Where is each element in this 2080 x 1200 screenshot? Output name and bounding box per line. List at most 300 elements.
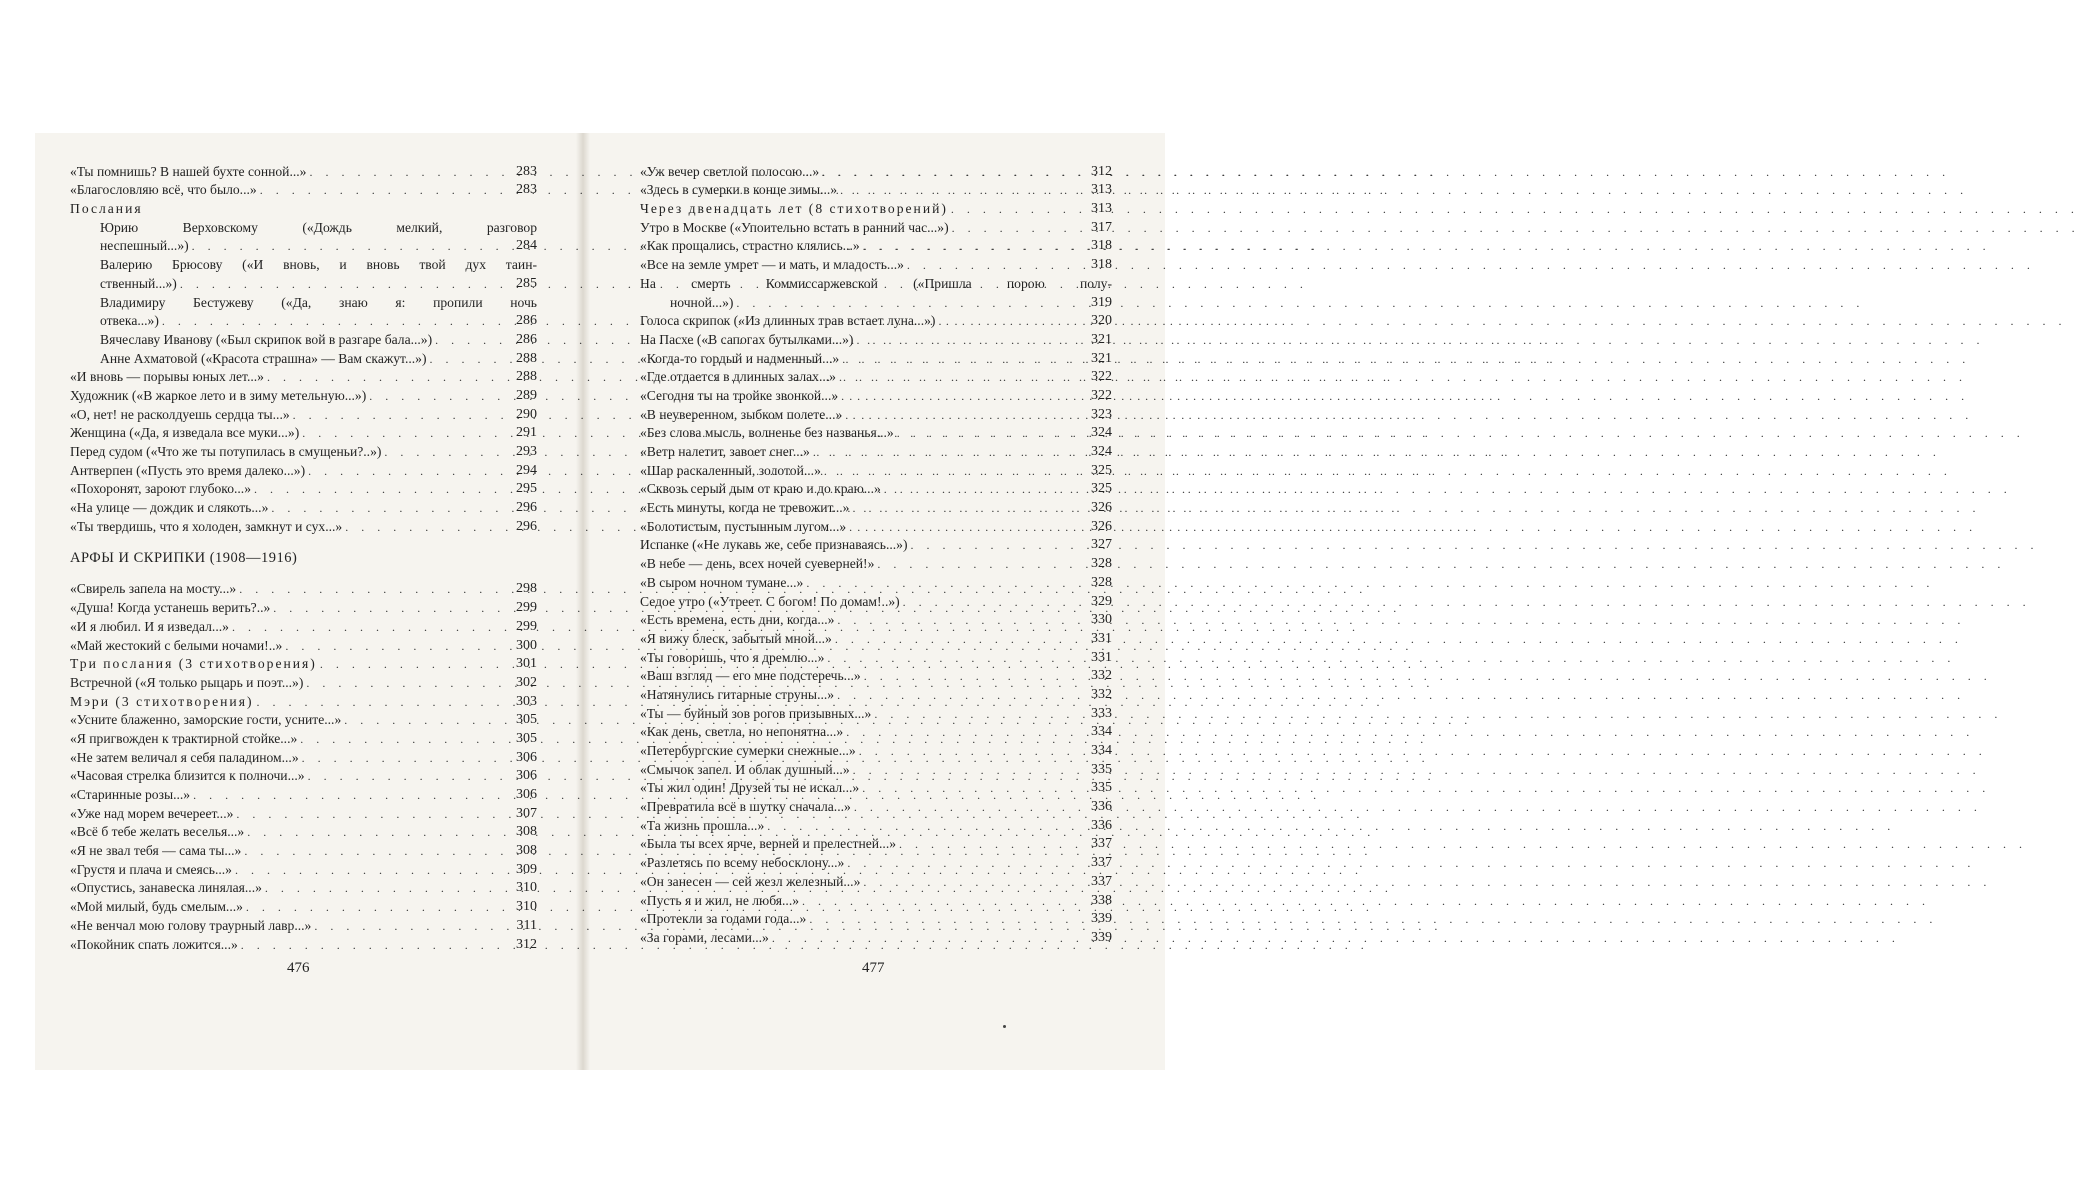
dot-leader (308, 462, 506, 480)
toc-entry (640, 928, 1112, 947)
toc-entry-page: 318 (1091, 238, 1112, 254)
toc-entry-title: «Ветр налетит, завоет снег...» (640, 444, 810, 459)
toc-entry-title: Юрию Верховскому («Дождь мелкий, разговор (100, 219, 537, 235)
toc-entry (640, 872, 1112, 891)
dot-leader (772, 929, 1081, 947)
toc-entry-page: 303 (516, 693, 537, 709)
toc-entry-page: 310 (516, 880, 537, 896)
toc-entry-page: 337 (1091, 873, 1112, 889)
toc-entry-page: 339 (1091, 911, 1112, 927)
toc-entry (70, 916, 537, 935)
dot-leader (952, 219, 1081, 237)
toc-entry (70, 255, 537, 274)
toc-entry-title: На смерть Коммиссаржевской («Пришла порою полу- (640, 275, 1112, 291)
toc-entry (640, 611, 1112, 630)
toc-entry-page: 318 (1091, 257, 1112, 273)
dot-leader (344, 711, 506, 729)
toc-entry (70, 162, 537, 181)
toc-entry-title: «В сыром ночном тумане...» (640, 574, 804, 590)
toc-entry-page: 339 (1091, 929, 1112, 945)
dot-leader (302, 424, 506, 442)
toc-entry-title: «Ты говоришь, что я дремлю...» (640, 649, 825, 665)
toc-entry-page: 308 (516, 824, 537, 840)
toc-entry-title: «Свирель запела на мосту...» (70, 581, 237, 597)
dot-leader (384, 443, 506, 461)
dot-leader (847, 854, 1081, 872)
toc-entry (640, 181, 1112, 200)
toc-entry-title: Анне Ахматовой («Красота страшна» — Вам скажут...») (100, 350, 427, 366)
toc-entry-page: 325 (1091, 481, 1112, 497)
toc-entry (640, 685, 1112, 704)
dot-leader (345, 518, 506, 536)
dot-leader (285, 637, 506, 655)
toc-entry-page: 300 (516, 637, 537, 653)
toc-entry-title: Антверпен («Пусть это время далеко...») (70, 462, 306, 478)
toc-entry-page: 333 (1091, 705, 1112, 721)
toc-entry (70, 935, 537, 954)
toc-entry (70, 349, 537, 368)
toc-entry-page: 321 (1091, 350, 1112, 366)
toc-entry-page: 305 (516, 730, 537, 746)
toc-entry-continuation (70, 274, 537, 293)
toc-entry (640, 517, 1112, 536)
toc-entry-page: 337 (1091, 855, 1112, 871)
dot-leader (822, 163, 1081, 181)
dot-leader (837, 611, 1081, 629)
dot-leader (874, 705, 1081, 723)
dot-leader (884, 480, 1081, 498)
toc-entry (70, 897, 537, 916)
toc-entry (70, 711, 537, 730)
toc-entry (70, 598, 537, 617)
right-toc-column (640, 162, 1112, 947)
toc-entry-page: 334 (1091, 724, 1112, 740)
toc-entry (640, 162, 1112, 181)
toc-entry-title: Голоса скрипок («Из длинных трав встает луна...») (640, 313, 936, 329)
toc-entry-page: 329 (1091, 593, 1112, 609)
toc-entry (70, 767, 537, 786)
toc-entry (70, 386, 537, 405)
toc-entry-title-continued: ночной...») (670, 294, 734, 310)
toc-entry-title: Встречной («Я только рыцарь и поэт...») (70, 674, 304, 690)
toc-entry-page: 328 (1091, 574, 1112, 590)
toc-entry-title: «В небе — день, всех ночей суеверней!» (640, 556, 875, 572)
toc-entry-title: Художник («В жаркое лето и в зиму метельную...») (70, 387, 367, 403)
dot-leader (846, 723, 1081, 741)
toc-entry-page: 307 (516, 805, 537, 821)
dot-leader (300, 730, 506, 748)
toc-entry-page: 337 (1091, 836, 1112, 852)
toc-entry-title: Послания (70, 201, 143, 217)
toc-entry-page: 336 (1091, 799, 1112, 815)
toc-entry-page: 301 (516, 656, 537, 672)
toc-entry (70, 617, 537, 636)
toc-entry-title: «Есть минуты, когда не тревожит...» (640, 500, 850, 516)
dot-leader (162, 312, 506, 330)
dot-leader (767, 817, 1081, 835)
toc-entry-page: 338 (1091, 892, 1112, 908)
toc-entry (70, 823, 537, 842)
toc-entry (70, 442, 537, 461)
toc-entry-title: «Без слова мысль, волненье без названья...» (640, 425, 894, 441)
toc-entry (640, 797, 1112, 816)
toc-entry-title: «Ты — буйный зов рогов призывных...» (640, 705, 872, 721)
toc-entry-page: 286 (516, 313, 537, 329)
toc-entry-title: «Разлетясь по всему небосклону...» (640, 855, 845, 871)
toc-entry-page: 332 (1091, 686, 1112, 702)
dot-leader (863, 237, 1081, 255)
toc-entry-continuation (70, 237, 537, 256)
dot-leader (435, 331, 506, 349)
toc-entry-title: «Усните блаженно, заморские гости, усните...» (70, 712, 342, 728)
toc-entry-title: «Есть времена, есть дни, когда...» (640, 612, 835, 628)
toc-entry-page: 299 (516, 618, 537, 634)
toc-entry (640, 349, 1112, 368)
toc-entry-page: 335 (1091, 761, 1112, 777)
toc-entry (640, 704, 1112, 723)
toc-entry-page: 323 (1091, 406, 1112, 422)
toc-entry-page: 326 (1091, 500, 1112, 516)
toc-entry (70, 480, 537, 499)
toc-entry-title: «Он занесен — сей жезл железный...» (640, 873, 861, 889)
toc-entry-title: Через двенадцать лет (8 стихотворений) (640, 201, 948, 217)
toc-entry-title: «Была ты всех ярче, верней и прелестней...» (640, 836, 897, 852)
dot-leader (899, 835, 1081, 853)
dot-leader (856, 331, 1081, 349)
dot-leader (853, 761, 1081, 779)
toc-entry-page: 284 (516, 238, 537, 254)
dot-leader (849, 518, 1081, 536)
toc-entry (640, 274, 1112, 293)
print-speck (1003, 1025, 1006, 1028)
toc-entry-title: «Пусть я и жил, не любя...» (640, 892, 800, 908)
toc-entry (70, 636, 537, 655)
toc-entry-title: «Где отдается в длинных залах...» (640, 369, 836, 385)
dot-leader (852, 499, 1081, 517)
toc-entry-title: «Май жестокий с белыми ночами!..» (70, 637, 283, 653)
toc-entry (70, 879, 537, 898)
toc-entry (640, 442, 1112, 461)
toc-entry-page: 305 (516, 712, 537, 728)
right-page-number: 477 (862, 960, 885, 976)
toc-entry-page: 324 (1091, 425, 1112, 441)
toc-entry-page: 311 (516, 917, 537, 933)
toc-entry (640, 237, 1112, 256)
toc-entry-title: «Петербургские сумерки снежные...» (640, 743, 856, 758)
toc-entry-page: 322 (1091, 369, 1112, 385)
toc-entry-continuation (70, 312, 537, 331)
toc-entry-title: «Опустись, занавеска линялая...» (70, 880, 262, 896)
toc-entry (640, 779, 1112, 798)
toc-entry-title-continued: ственный...») (100, 275, 177, 291)
toc-entry-title: «Ты твердишь, что я холоден, замкнут и сух...» (70, 518, 343, 534)
dot-leader (859, 742, 1081, 760)
toc-entry-title: «Уж вечер светлой полосою...» (640, 163, 820, 179)
toc-entry-title: «Сегодня ты на тройке звонкой...» (640, 387, 839, 403)
toc-entry (640, 853, 1112, 872)
toc-entry (640, 536, 1112, 555)
dot-leader (827, 649, 1081, 667)
toc-entry (640, 424, 1112, 443)
dot-leader (862, 779, 1081, 797)
dot-leader (842, 350, 1081, 368)
dot-leader (267, 368, 506, 386)
toc-entry-page: 283 (516, 163, 537, 179)
dot-leader (938, 312, 1081, 330)
toc-entry (640, 480, 1112, 499)
dot-leader (877, 555, 1081, 573)
dot-leader (254, 480, 506, 498)
toc-entry-title: «Я вижу блеск, забытый мной...» (640, 630, 832, 646)
toc-entry-title: «Благословляю всё, что было...» (70, 182, 257, 198)
toc-entry (640, 199, 1112, 218)
toc-entry-title: Седое утро («Утреет. С богом! По домам!..») (640, 593, 900, 609)
toc-entry (640, 312, 1112, 331)
toc-entry (640, 629, 1112, 648)
toc-entry (70, 673, 537, 692)
toc-entry-title: Вячеславу Иванову («Был скрипок вой в разгаре бала...») (100, 331, 433, 347)
toc-entry-page: 331 (1091, 649, 1112, 665)
toc-entry-title: «Старинные розы...» (70, 787, 191, 802)
toc-entry-page: 309 (516, 861, 537, 877)
toc-entry-page: 336 (1091, 817, 1112, 833)
toc-entry-page: 332 (1091, 668, 1112, 684)
toc-entry-page: 326 (1091, 518, 1112, 534)
toc-entry (70, 461, 537, 480)
dot-leader (247, 823, 506, 841)
toc-entry (70, 293, 537, 312)
toc-entry (640, 592, 1112, 611)
toc-entry (640, 330, 1112, 349)
toc-entry-page: 288 (516, 350, 537, 366)
toc-entry (640, 910, 1112, 929)
toc-entry-page: 322 (1091, 387, 1112, 403)
toc-entry (70, 655, 537, 674)
toc-entry (70, 860, 537, 879)
dot-leader (192, 237, 506, 255)
toc-entry (640, 648, 1112, 667)
dot-leader (430, 350, 507, 368)
dot-leader (235, 861, 506, 879)
toc-entry-page: 317 (1091, 219, 1112, 235)
toc-entry-title: «Похоронят, зароют глубоко...» (70, 481, 251, 497)
dot-leader (293, 406, 506, 424)
toc-entry-page: 313 (1091, 182, 1112, 198)
toc-entry-title: «Душа! Когда устанешь верить?..» (70, 600, 271, 616)
toc-entry-title: «Ты жил один! Друзей ты не искал...» (640, 780, 860, 796)
toc-entry-title: «И я любил. И я изведал...» (70, 618, 229, 634)
toc-entry-page: 319 (1091, 294, 1112, 310)
toc-entry-page: 334 (1091, 743, 1112, 758)
toc-entry (640, 368, 1112, 387)
toc-entry-page: 296 (516, 518, 537, 534)
toc-entry-title: «Как прощались, страстно клялись...» (640, 238, 860, 254)
toc-entry (70, 405, 537, 424)
toc-entry-page: 308 (516, 843, 537, 859)
toc-entry-page: 327 (1091, 537, 1112, 553)
dot-leader (265, 879, 506, 897)
dot-leader (837, 686, 1081, 704)
toc-entry-title: Мэри (3 стихотворения) (70, 693, 254, 709)
toc-entry-title: «Когда-то гордый и надменный...» (640, 350, 840, 366)
toc-entry-title: На Пасхе («В сапогах бутылками...») (640, 331, 854, 347)
toc-entry-title-continued: неспешный...») (100, 238, 189, 254)
toc-entry-title: «Не венчал мою голову траурный лавр...» (70, 917, 312, 933)
toc-entry-title: «Болотистым, пустынным лугом...» (640, 518, 847, 534)
dot-leader (241, 936, 506, 954)
toc-entry-title: «Натянулись гитарные струны...» (640, 686, 835, 702)
toc-entry-page: 298 (516, 581, 537, 597)
dot-leader (806, 574, 1081, 592)
toc-entry (640, 405, 1112, 424)
toc-entry (640, 554, 1112, 573)
toc-entry-page: 299 (516, 600, 537, 616)
toc-entry (640, 573, 1112, 592)
dot-leader (271, 499, 506, 517)
toc-entry-title: «Как день, светла, но непонятна...» (640, 724, 844, 740)
dot-leader (845, 406, 1081, 424)
dot-leader (239, 580, 506, 598)
dot-leader (314, 917, 506, 935)
toc-entry (70, 199, 537, 218)
toc-entry-page: 306 (516, 768, 537, 784)
toc-entry (70, 580, 537, 599)
toc-entry (640, 667, 1112, 686)
toc-entry-title: Женщина («Да, я изведала все муки...») (70, 425, 300, 441)
toc-entry-page: 288 (516, 369, 537, 385)
toc-entry-continuation (640, 293, 1112, 312)
toc-entry (70, 368, 537, 387)
toc-entry (70, 424, 537, 443)
dot-leader (907, 256, 1081, 274)
toc-entry (70, 841, 537, 860)
toc-entry (70, 218, 537, 237)
dot-leader (910, 536, 1081, 554)
toc-entry (70, 729, 537, 748)
dot-leader (841, 387, 1081, 405)
toc-entry-page: 283 (516, 182, 537, 198)
toc-entry-title: «Грустя и плача и смеясь...» (70, 861, 232, 877)
toc-entry-page: 296 (516, 500, 537, 516)
toc-entry-page: 286 (516, 331, 537, 347)
toc-entry (70, 181, 537, 200)
dot-leader (897, 424, 1081, 442)
toc-entry-page: 321 (1091, 331, 1112, 347)
toc-entry-title: «Здесь в сумерки в конце зимы...» (640, 182, 838, 198)
dot-leader (903, 593, 1081, 611)
toc-entry (640, 760, 1112, 779)
toc-entry-title: «Все на земле умрет — и мать, и младость...» (640, 257, 904, 273)
toc-entry-title: «Та жизнь прошла...» (640, 817, 765, 833)
toc-entry-page: 302 (516, 674, 537, 690)
toc-entry (70, 330, 537, 349)
toc-entry (640, 461, 1112, 480)
toc-entry-title: «Сквозь серый дым от краю и до краю...» (640, 481, 881, 497)
toc-entry-title: «Я не звал тебя — сама ты...» (70, 843, 242, 859)
toc-entry (70, 748, 537, 767)
toc-entry-title: «Часовая стрелка близится к полночи...» (70, 768, 305, 784)
toc-entry (640, 255, 1112, 274)
toc-entry (70, 517, 537, 536)
toc-entry-title: «Всё б тебе желать веселья...» (70, 824, 245, 840)
toc-entry (70, 804, 537, 823)
toc-entry-title: «Покойник спать ложится...» (70, 936, 238, 952)
dot-leader (256, 693, 506, 711)
toc-entry (70, 785, 537, 804)
toc-entry-title: «Ваш взгляд — его мне подстеречь...» (640, 668, 861, 684)
dot-leader (309, 163, 506, 181)
dot-leader (809, 910, 1081, 928)
dot-leader (180, 275, 506, 293)
toc-entry-page: 290 (516, 406, 537, 422)
toc-entry-page: 320 (1091, 313, 1112, 329)
dot-leader (236, 805, 506, 823)
toc-entry-page: 291 (516, 425, 537, 441)
toc-entry (640, 218, 1112, 237)
dot-leader (864, 667, 1081, 685)
toc-entry-page: 331 (1091, 630, 1112, 646)
toc-entry-page: 289 (516, 387, 537, 403)
toc-entry (640, 741, 1112, 760)
toc-entry-title-continued: отвека...») (100, 313, 159, 329)
toc-entry-title: Три послания (3 стихотворения) (70, 656, 317, 672)
toc-entry-page: 324 (1091, 444, 1112, 459)
dot-leader (863, 873, 1081, 891)
toc-entry-page: 285 (516, 275, 537, 291)
toc-entry-title: «Ты помнишь? В нашей бухте сонной...» (70, 163, 307, 179)
toc-entry-page: 328 (1091, 556, 1112, 572)
toc-entry-title: «За горами, лесами...» (640, 929, 769, 945)
toc-entry (640, 386, 1112, 405)
dot-leader (308, 767, 506, 785)
toc-entry-page: 310 (516, 899, 537, 915)
toc-entry-title: «Не затем величал я себя паладином...» (70, 749, 299, 765)
toc-entry-page: 306 (516, 749, 537, 765)
dot-leader (273, 599, 506, 617)
toc-entry (640, 816, 1112, 835)
dot-leader (320, 655, 506, 673)
toc-entry-title: «О, нет! не расколдуешь сердца ты...» (70, 406, 290, 422)
dot-leader (246, 898, 506, 916)
toc-entry-title: «На улице — дождик и слякоть...» (70, 500, 269, 516)
dot-leader (260, 181, 506, 199)
toc-entry-page: 325 (1091, 462, 1112, 478)
dot-leader (813, 443, 1081, 461)
toc-entry-title: «Уже над морем вечереет...» (70, 805, 234, 821)
toc-entry-title: «Мой милый, будь смелым...» (70, 899, 243, 915)
left-toc-column (70, 162, 537, 954)
toc-entry-page: 293 (516, 444, 537, 459)
dot-leader (839, 368, 1081, 386)
toc-entry (70, 498, 537, 517)
toc-entry-page: 335 (1091, 780, 1112, 796)
dot-leader (193, 786, 506, 804)
dot-leader (835, 630, 1081, 648)
toc-entry (640, 835, 1112, 854)
toc-entry-page: 313 (1091, 201, 1112, 217)
dot-leader (306, 674, 506, 692)
dot-leader (824, 462, 1081, 480)
toc-entry-page: 330 (1091, 612, 1112, 628)
toc-entry-title: Владимиру Бестужеву («Да, знаю я: пропили ночь (100, 294, 537, 310)
toc-entry-title: Перед судом («Что же ты потупилась в смущеньи?..») (70, 444, 382, 459)
dot-leader (854, 798, 1081, 816)
toc-entry (640, 723, 1112, 742)
toc-entry-title: Валерию Брюсову («И вновь, и вновь твой дух таин- (100, 257, 537, 273)
toc-entry-title: «И вновь — порывы юных лет...» (70, 369, 264, 385)
dot-leader (840, 181, 1081, 199)
toc-entry (640, 498, 1112, 517)
